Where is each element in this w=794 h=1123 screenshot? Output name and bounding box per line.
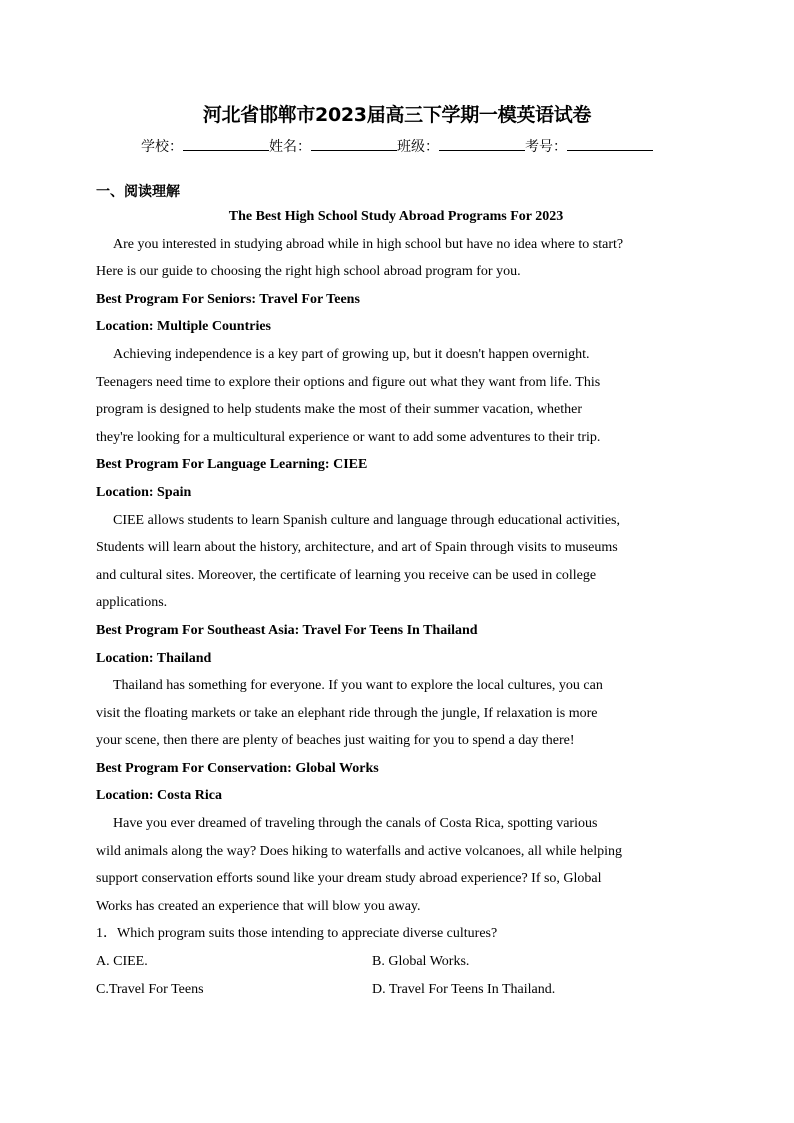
paragraph-line: your scene, then there are plenty of beaches just waiting for you to spend a day there! xyxy=(96,733,575,749)
paragraph-line: support conservation efforts sound like your dream study abroad experience? If so, Global xyxy=(96,871,602,887)
paragraph-line: Have you ever dreamed of traveling through the canals of Costa Rica, spotting various xyxy=(113,816,598,832)
option-c[interactable]: C.Travel For Teens xyxy=(96,981,204,997)
paragraph-line: they're looking for a multicultural experience or want to add some adventures to their trip. xyxy=(96,429,601,445)
program-location: Location: Multiple Countries xyxy=(96,319,271,335)
program-heading: Best Program For Language Learning: CIEE xyxy=(96,457,368,473)
program-heading: Best Program For Seniors: Travel For Teens xyxy=(96,291,360,307)
school-blank[interactable] xyxy=(183,135,269,151)
program-heading: Best Program For Southeast Asia: Travel For Teens In Thailand xyxy=(96,622,478,638)
paragraph-line: Achieving independence is a key part of growing up, but it doesn't happen overnight. xyxy=(113,346,590,362)
paragraph-line: CIEE allows students to learn Spanish culture and language through educational activities, xyxy=(113,512,620,528)
option-d[interactable]: D. Travel For Teens In Thailand. xyxy=(372,981,556,997)
name-label: 姓名： xyxy=(269,139,311,155)
program-heading: Best Program For Conservation: Global Works xyxy=(96,760,379,776)
options-row xyxy=(96,976,696,1004)
paragraph-line: and cultural sites. Moreover, the certificate of learning you receive can be used in college xyxy=(96,567,597,583)
class-label: 班级： xyxy=(397,139,439,155)
class-blank[interactable] xyxy=(439,135,525,151)
passage-title: The Best High School Study Abroad Programs For 2023 xyxy=(228,209,564,224)
paragraph-line: Thailand has something for everyone. If you want to explore the local cultures, you can xyxy=(113,678,603,694)
intro-line: Here is our guide to choosing the right high school abroad program for you. xyxy=(96,264,521,280)
paragraph-line: Works has created an experience that will blow you away. xyxy=(96,898,421,914)
option-b[interactable]: B. Global Works. xyxy=(372,954,470,970)
paragraph-line: wild animals along the way? Does hiking to waterfalls and active volcanoes, all while helping xyxy=(96,843,623,859)
school-label: 学校： xyxy=(141,139,183,155)
number-label: 考号： xyxy=(525,139,567,155)
program-location: Location: Costa Rica xyxy=(96,788,222,804)
options-row xyxy=(96,948,696,976)
name-blank[interactable] xyxy=(311,135,397,151)
student-info-line xyxy=(0,135,794,158)
program-location: Location: Thailand xyxy=(96,650,212,666)
exam-title: 河北省邯郸市2023届高三下学期一模英语试卷 xyxy=(202,104,592,126)
paragraph-line: program is designed to help students make the most of their summer vacation, whether xyxy=(96,402,582,418)
paragraph-line: applications. xyxy=(96,595,168,611)
paragraph-line: Students will learn about the history, architecture, and art of Spain through visits to museums xyxy=(96,540,618,556)
paragraph-line: visit the floating markets or take an elephant ride through the jungle, If relaxation is more xyxy=(96,705,598,721)
reading-passage xyxy=(96,203,696,1003)
option-a[interactable]: A. CIEE. xyxy=(96,954,148,970)
intro-line: Are you interested in studying abroad while in high school but have no idea where to start? xyxy=(113,236,624,252)
program-location: Location: Spain xyxy=(96,484,192,500)
paragraph-line: Teenagers need time to explore their options and figure out what they want from life. This xyxy=(96,374,601,390)
question-stem: 1．Which program suits those intending to appreciate diverse cultures? xyxy=(96,926,498,942)
section-heading: 一、阅读理解 xyxy=(96,184,180,200)
number-blank[interactable] xyxy=(567,135,653,151)
